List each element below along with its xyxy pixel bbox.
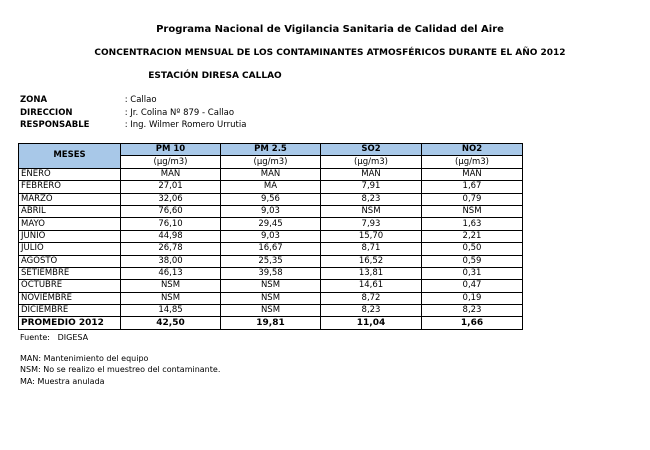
no2-cell: NSM — [422, 205, 523, 217]
page-title: Programa Nacional de Vigilancia Sanitaria de Calidad del Aire — [156, 24, 504, 35]
pm10-cell: 38,00 — [121, 255, 221, 267]
no2-cell: 0,31 — [422, 267, 523, 279]
pm10-cell: 76,60 — [121, 205, 221, 217]
no2-cell: 1,63 — [422, 218, 523, 230]
pm25-cell: 9,03 — [221, 205, 321, 217]
info-label: RESPONSABLE — [20, 120, 90, 130]
month-cell: MAYO — [19, 218, 121, 230]
average-so2: 11,04 — [321, 317, 422, 329]
average-pm25: 19,81 — [221, 317, 321, 329]
no2-cell: 0,47 — [422, 280, 523, 292]
average-no2: 1,66 — [422, 317, 523, 329]
pm10-cell: 32,06 — [121, 193, 221, 205]
no2-cell: 8,23 — [422, 305, 523, 317]
so2-cell: 16,52 — [321, 255, 422, 267]
pm25-cell: 9,03 — [221, 230, 321, 242]
so2-cell: 14,61 — [321, 280, 422, 292]
table-row — [19, 218, 523, 230]
info-row-zona — [20, 95, 157, 105]
average-label: PROMEDIO 2012 — [19, 317, 121, 329]
so2-cell: 7,93 — [321, 218, 422, 230]
pm10-cell: 76,10 — [121, 218, 221, 230]
source-label: Fuente: — [20, 333, 50, 342]
month-cell: NOVIEMBRE — [19, 292, 121, 304]
month-cell: OCTUBRE — [19, 280, 121, 292]
so2-cell: NSM — [321, 205, 422, 217]
header-so2: SO2 — [321, 144, 422, 156]
no2-cell: 0,19 — [422, 292, 523, 304]
pm10-cell: 46,13 — [121, 267, 221, 279]
no2-cell: 0,79 — [422, 193, 523, 205]
pm25-cell: NSM — [221, 292, 321, 304]
month-cell: ABRIL — [19, 205, 121, 217]
table-body — [19, 168, 523, 329]
pm25-cell: 9,56 — [221, 193, 321, 205]
month-cell: DICIEMBRE — [19, 305, 121, 317]
no2-cell: 0,50 — [422, 243, 523, 255]
month-cell: JULIO — [19, 243, 121, 255]
pm25-cell: NSM — [221, 305, 321, 317]
info-row-direccion — [20, 108, 234, 118]
info-label: ZONA — [20, 95, 48, 105]
info-row-responsable — [20, 120, 246, 130]
info-label: DIRECCION — [20, 108, 73, 118]
concentration-table — [18, 143, 523, 330]
table-row — [19, 305, 523, 317]
month-cell: ENERO — [19, 168, 121, 180]
table-row — [19, 255, 523, 267]
note-man: MAN: Mantenimiento del equipo — [20, 354, 149, 363]
so2-cell: 8,23 — [321, 305, 422, 317]
so2-cell: 8,71 — [321, 243, 422, 255]
info-value: : Ing. Wilmer Romero Urrutia — [124, 120, 247, 130]
pm25-cell: 39,58 — [221, 267, 321, 279]
pm10-cell: 26,78 — [121, 243, 221, 255]
pm25-cell: 16,67 — [221, 243, 321, 255]
month-cell: MARZO — [19, 193, 121, 205]
so2-cell: 8,23 — [321, 193, 422, 205]
month-cell: JUNIO — [19, 230, 121, 242]
table-row — [19, 168, 523, 180]
pm10-cell: NSM — [121, 280, 221, 292]
header-pm10: PM 10 — [121, 144, 221, 156]
note-ma: MA: Muestra anulada — [20, 377, 105, 386]
table-row — [19, 193, 523, 205]
so2-cell: 7,91 — [321, 181, 422, 193]
pm10-cell: 44,98 — [121, 230, 221, 242]
no2-cell: 1,67 — [422, 181, 523, 193]
unit-so2: (μg/m3) — [321, 156, 422, 168]
month-cell: AGOSTO — [19, 255, 121, 267]
month-cell: FEBRERO — [19, 181, 121, 193]
pm10-cell: MAN — [121, 168, 221, 180]
so2-cell: MAN — [321, 168, 422, 180]
report-subtitle: CONCENTRACION MENSUAL DE LOS CONTAMINANTES ATMOSFÉRICOS DURANTE EL AÑO 2012 — [94, 48, 566, 58]
unit-pm25: (μg/m3) — [221, 156, 321, 168]
source-line — [20, 333, 88, 342]
table-row — [19, 205, 523, 217]
pm25-cell: MAN — [221, 168, 321, 180]
pm25-cell: MA — [221, 181, 321, 193]
pm10-cell: 27,01 — [121, 181, 221, 193]
no2-cell: 2,21 — [422, 230, 523, 242]
so2-cell: 15,70 — [321, 230, 422, 242]
source-value: DIGESA — [57, 333, 89, 342]
info-value: : Callao — [124, 95, 157, 105]
no2-cell: 0,59 — [422, 255, 523, 267]
info-value: : Jr. Colina Nº 879 - Callao — [124, 108, 235, 118]
unit-no2: (μg/m3) — [422, 156, 523, 168]
so2-cell: 13,81 — [321, 267, 422, 279]
average-row — [19, 317, 523, 329]
so2-cell: 8,72 — [321, 292, 422, 304]
table-row — [19, 230, 523, 242]
table-row — [19, 292, 523, 304]
average-pm10: 42,50 — [121, 317, 221, 329]
header-meses: MESES — [19, 144, 121, 169]
pm25-cell: NSM — [221, 280, 321, 292]
month-cell: SETIEMBRE — [19, 267, 121, 279]
unit-pm10: (μg/m3) — [121, 156, 221, 168]
table-row — [19, 243, 523, 255]
table-row — [19, 181, 523, 193]
pm10-cell: 14,85 — [121, 305, 221, 317]
header-pm25: PM 2.5 — [221, 144, 321, 156]
pm25-cell: 29,45 — [221, 218, 321, 230]
station-name: ESTACIÓN DIRESA CALLAO — [148, 71, 282, 81]
pm25-cell: 25,35 — [221, 255, 321, 267]
table-row — [19, 280, 523, 292]
table-row — [19, 267, 523, 279]
header-no2: NO2 — [422, 144, 523, 156]
pm10-cell: NSM — [121, 292, 221, 304]
note-nsm: NSM: No se realizo el muestreo del contaminante. — [20, 365, 221, 374]
no2-cell: MAN — [422, 168, 523, 180]
